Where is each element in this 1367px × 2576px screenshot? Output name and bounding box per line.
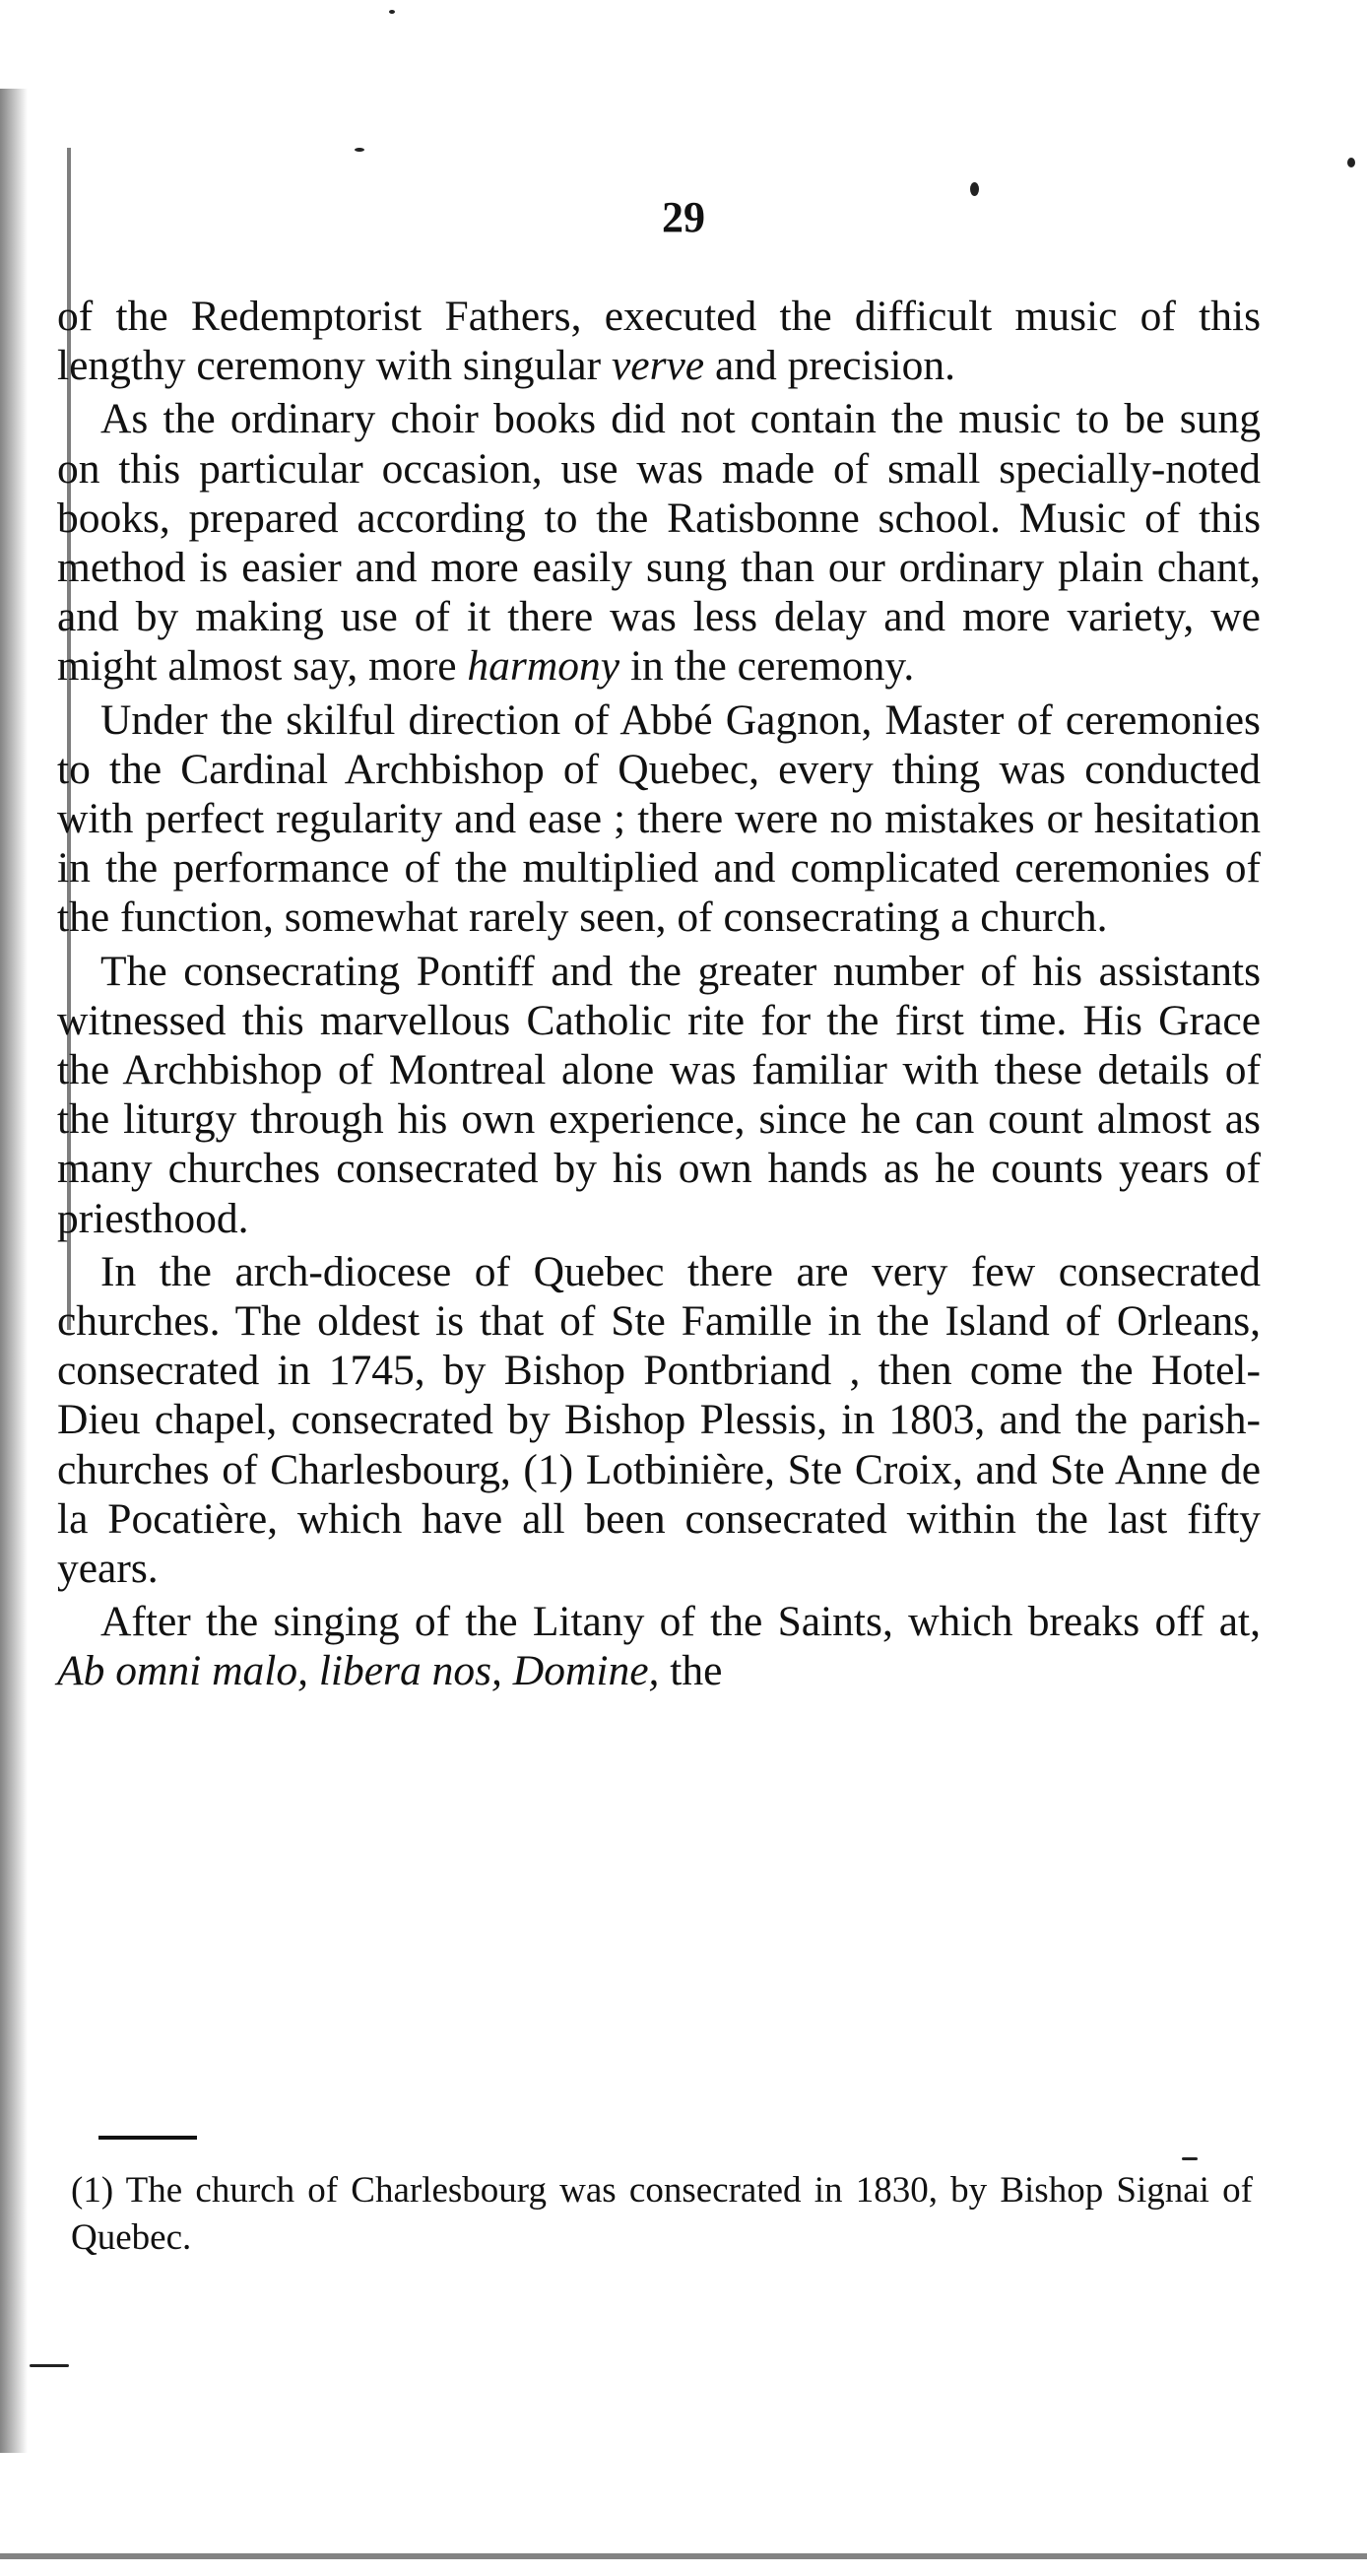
- body-text: [57, 292, 1261, 1696]
- paragraph-4: The consecrating Pontiff and the greater number of his assistants witnessed this marvellous Catholic rite for the first time. His Grace the Archbishop of Montreal alone was familiar with these details of the liturgy through his own experience, since he can count almost as many churches consecrated by his own hands as he counts years of priesthood.: [57, 947, 1261, 1242]
- paragraph-3: Under the skilful direction of Abbé Gagnon, Master of ceremonies to the Cardinal Archbishop of Quebec, every thing was conducted with perfect regularity and ease ; there were no mistakes or hesitation in the performance of the multiplied and complicated ceremonies of the function, somewhat rarely seen, of consecrating a church.: [57, 695, 1261, 942]
- paragraph-6: After the singing of the Litany of the Saints, which breaks off at, Ab omni malo, libera nos, Domine, the: [57, 1598, 1261, 1695]
- footnote-rule: [98, 2136, 197, 2140]
- scan-bottom-edge: [0, 2553, 1367, 2559]
- scan-speck: [1182, 2157, 1198, 2160]
- scan-speck: [1347, 158, 1355, 167]
- footnote: [71, 2167, 1253, 2262]
- footnote-text: (1) The church of Charlesbourg was consecrated in 1830, by Bishop Signai of Quebec.: [71, 2170, 1253, 2258]
- scan-shadow-edge: [0, 89, 28, 2453]
- scan-speck: [355, 148, 364, 152]
- paragraph-5: In the arch-diocese of Quebec there are very few consecrated churches. The oldest is that of Ste Famille in the Island of Orleans, consecrated in 1745, by Bishop Pontbriand , then come the Hotel-Dieu chapel, consecrated by Bishop Plessis, in 1803, and the parish-churches of Charlesbourg, (1) Lotbinière, Ste Croix, and Ste Anne de la Pocatière, which have all been consecrated within the last fifty years.: [57, 1247, 1261, 1593]
- scan-speck: [389, 10, 395, 14]
- scan-speck: [30, 2364, 69, 2367]
- paragraph-2: As the ordinary choir books did not contain the music to be sung on this particular occasion, use was made of small specially-noted books, prepared according to the Ratisbonne school. Music of this method is easier and more easily sung than our ordinary plain chant, and by making use of it there was less delay and more variety, we might almost say, more harmony in the ceremony.: [57, 395, 1261, 691]
- page-number: 29: [662, 193, 705, 241]
- paragraph-1: of the Redemptorist Fathers, executed the difficult music of this lengthy ceremony with singular verve and precision.: [57, 293, 1261, 390]
